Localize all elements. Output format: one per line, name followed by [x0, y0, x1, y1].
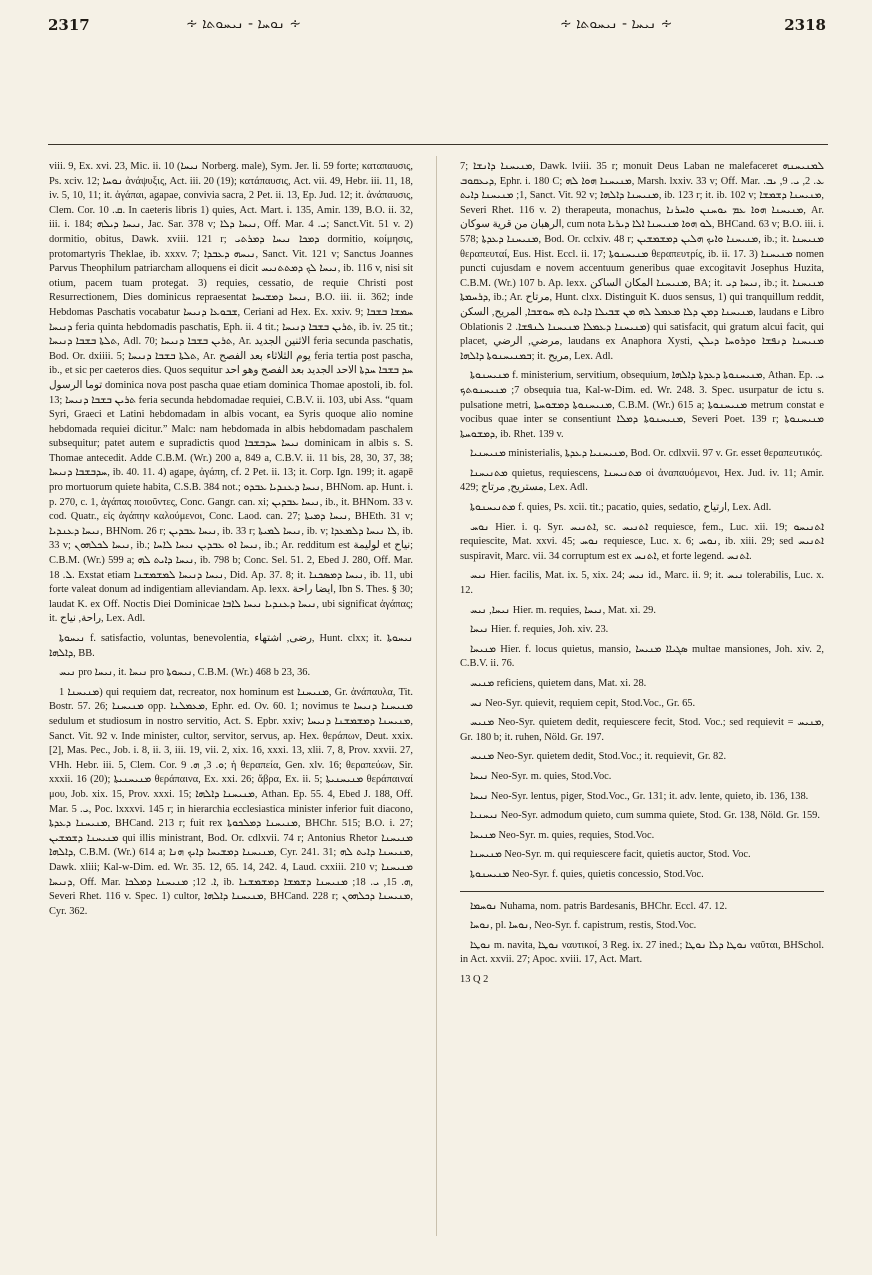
column-divider: [436, 156, 437, 1236]
dictionary-entry: ܢܝܚܐ Hier. f. requies, Joh. xiv. 23.: [470, 624, 609, 636]
dictionary-entry: 7; ܡܢܝܚܢܐ ܕܐܢܫܐ, Dawk. lviii. 35 r; monuit Deus Laban ne malefaceret ܠܡܢܝܚܢܗ ܕܝܥܩܘܒ, Ephr. i. 180 C; ܡܢܝܚܢܐ ܗܘܐ ܠܗ, Marsh. lxxiv. 33 v; Off. Mar. ܥ. 2, ܝ. 9, ܝܒ. 1; ܡܢܝܚܢܐ ܕܐܝܬ, Sanct. Vit. 92 v; ܡܢܝܚܢܐ ܕܐܠܗܐ, ib. 123 r; it. ib. 102 v; ܡܢܝܚܢܐ ܕܫܡܫܐ, Severi Rhet. 116 v. 2) therapeuta, monachus, ܡܢܝܚܢܐ ܗܘܐ ܥܡ ܝܘܚܢܢ ܘܐܚܪܢܐ, Ar. الرهبان من قرية سوكان, cum nota ܠܘ ܗܘܐ ܡܢܝܚܢܐ ܐܠܐ ܕܝܪܝܐ, BHCand. 63 v; B.O. iii. i. 578; ܡܢܝܚܢܐ ܕܥܕܬܐ, Bod. Or. cclxiv. 48 r; ܡܢܝܚܢܐ ܘܐܝܟ ܗܠܝܢ ܕܡܫܡܫܝܢ, ib.; it. ܡܢܝܚܢܐ θεραπευταί, Eus. Hist. Eccl. ii. 17; ܡܢܝܚܢܘܬܐ θεραπευτρίς, ib. ii. 17. 3) ܡܢܝܚܢܐ nomen puncti cujusdam e novem accentuum generibus quae excogitavit Josephus Huzita, C.B.M. (Wr.) 107 b. Ap. lexx. ܡܢܝܚܢܐ المكان الساكن, BA; it. ܢܝܚܐ ܕܝ, ib.; it. ܡܢܝܚܢܐ ܕܪܚܡܬܐ, ib.; Ar. مرتاح, Hunt. clxx. Distinguit K. duos sensus, 1) qui tranquillum reddit, ܡܢܝܚܢܐ ܕܡܢ ܕܠܐ ܡܥܡܠ ܠܗ ܡܢ ܫܒܝܠܐ ܕܐܝܬ ܠܗ ܚܘܫܒܐ, المريح, السكن, laudans e Libro Oblationis ܡܢܝܚܢܐ ܕܥܡܠܐ ܡܢܝܚܢܐ ܠܢܦܫܐ. 2) qui satisfacit, qui gratum alcui facit, qui placet, مرضي, الرضي, laudans ex Anaphora Xysti, ܡܢܝܚܢܐ ܕܢܦܫܐ ܘܕܪܘܚܐ ܕܝܠܢ ܒܡܢܝܚܢܘܬܐ ܕܐܠܗܐ; it. مريح, Lex. Adl.: [460, 161, 825, 362]
right-column: [460, 160, 824, 993]
dictionary-entry: ܡܢܝܚܐ Neo-Syr. m. quies, requies, Stod.Voc.: [470, 829, 655, 841]
dictionary-entry: ܢܝܚܢܝܐ Neo-Syr. admodum quieto, cum summa quiete, Stod. Gr. 138, Nöld. Gr. 159.: [470, 810, 820, 822]
dictionary-entry: ܢܚ Neo-Syr. quievit, requiem cepit, Stod.Voc., Gr. 65.: [470, 697, 696, 709]
dictionary-entry: ܡܢܝܚܢܐ 1) qui requiem dat, recreator, nox hominum est ܡܢܝܚܢܐ, Gr. ἀνάπαυλα, Tit. Bostr. 57. 26; ܡܢܝܚܢܐ opp. ܡܥܡܠܢܐ, Ephr. ed. Ov. 60. 1; novimus te ܡܢܝܚܢܐ ܕܢܝܚܐ sedulum et studiosum in nostro servitio, Act. S. Epbr. xxiv; ܡܢܝܚܢܐ ܕܡܫܡܫܢܐ ܕܢܝܚܐ, Sanct. Vit. 92 v. Inde minister, cultor, servitor, servus, ap. Hex. θεράπων, Deut. xxix. [2], Mas. Pec., Job. i. 8, ii. 3, iii. 19, vii. 2, xix. 16, xxxi. 13, xlii. 7, 8, Prov. xxvii. 27, VHh. Hebr. iii. 5, Clem. Cor. ܘ. 3, ܗ. 9; ἡ θεραπεία, Gen. xlv. 16; θεραπεύων, Sir. xxxii. 16 (20); ܡܢܝܚܢܝܬܐ θεράπαινα, Ex. xxi. 26; ἄβρα, Ex. ii. 5; ܡܢܝܚܢܝܬܐ θεράπαιναί μου, Job. xix. 15, Prov. xxxi. 15; ܡܢܝܚܢܐ ܕܐܠܗܐ, Athan. Ep. 55. 4, Ebed J. 188, Off. Mar. ܝ. 5, Poc. lxxxvi. 145 r; in hierarchia ecclesiastica minister inferior fuit diacono, ܡܢܝܚܢܐ ܕܥܕܬܐ, BHCand. 213 r; fuit rex ܡܢܝܚܢܐ ܕܡܠܟܘܬܐ, BHChr. 515; B.O. i. 27; ܡܢܝܚܢܐ ܕܫܡܫܝܢ qui illis ministrant, Bod. Or. cdlxvii. 74 r; Antonius Rhetor ܡܢܝܚܢܐ ܕܐܠܗܐ, C.B.M. (Wr.) 614 a; ܡܢܝܚܢܐ ܕܡܫܝܚܐ ܕܐܝܟ ܗܢܐ, Cyr. 241. 31; ܡܢܝܚܢܐ ܕܐܝܬ ܠܗ, Dawk. xliii; Kal-w-Dim. ed. Wr. 35. 12, 65. 14, 242. 4, Laud. cxxiii. 210 v; ܡܢܝܚܢܐ ܕܢܝܚܐ, Off. Mar. ܐ. 12; ܡܢܝܚܢܐ ܕܡܠܟܐ, ib. ܗ. 15, ܝ. 18; ܡܢܝܚܢܐ ܕܫܡܫܐ ܕܡܫܡܫܢܐ, Severi Rhet. 116 v. Spec. 1) cultor, ܡܢܝܚܢܐ ܕܐܠܗܐ, BHCand. 228 r; ܡܢܝܚܢܐ ܕܟܠܗܘܢ, Cyr. 362.: [49, 686, 414, 917]
dictionary-entry: ܡܢܝܚ reficiens, quietem dans, Mat. xi. 28.: [470, 678, 647, 689]
left-running-head: ∻ ܢܘܚܐ - ܢܝܚܘܬܐ ∻: [186, 16, 302, 32]
dictionary-entry: ܢܝܚ pro ܢܝܚܐ, it. ܢܝܚܐ pro ܢܝܚܘܬܐ, C.B.M. (Wr.) 468 b 23, 36.: [59, 667, 311, 679]
header-rule: [48, 144, 828, 145]
dictionary-entry: ܢܘܚܡܐ Nuhama, nom. patris Bardesanis, BHChr. Eccl. 47. 12.: [470, 900, 728, 912]
dictionary-entry: ܢܝܚܐ, ܢܝܚ Hier. m. requies, ܢܝܚܐ, Mat. xi. 29.: [470, 604, 656, 616]
dictionary-entry: ܢܘܛܐ m. navita, ܢܘܛܐ ναυτικοί, 3 Reg. ix. 27 ined.; ܢܘܛܐ ܕܠܐ ܢܘܛܐ ναῦται, BHSchol. in Act. xxvii. 27; Apoc. xviii. 17, Act. Mart.: [460, 939, 824, 966]
dictionary-entry: viii. 9, Ex. xvi. 23, Mic. ii. 10 (ܢܝܚܐ Norberg. male), Sym. Jer. li. 59 forte; καταπαυσις, Ps. xciv. 12; ܢܘܚܐ ἀνάψυξις, Act. iii. 20 (19); κατάπαυσις, Act. vii. 49, Hebr. iii. 11, 18, iv. 5, 10, 11; it. ἀγάπαι, agapae, convivia sacra, 2 Pet. ii. 13, Ep. Jud. 12; it. ἀνάπαυσις, Clem. Cor. ܩ. 10. In caeteris libris 1) quies, Act. Mart. i. 135, Amir. 139, B.O. ii. 32, iii. i. 184; ܢܝܚܐ ܕܝܠܗ, Jac. Sar. 378 v; ܢܝܚܐ ܕܠܐ, Off. Mar. ܝ. 4; Sanct.Vit. 51 v. 2) dormitio, obitus, Dawk. xviii. 121 r; ܕܡܟܐ ܢܝܚܐ ܕܡܪܬܝ dormitio, κοίμησις, protomartyris Theklae, ib. xxxv. 7; ܢܝܚܗ ܕܥܒܕܐ, Sanct. Vit. 121 v; Sanctus Joannes Parvus Theophilum patriarcham alloquens ei dicit ܢܝܚܐ ܠܟ ܕܡܬܬܢܝܚ, ib. 116 v, nisi sit otium, pacem tuam protegat. 3) requies, cessatio, de requie Christi post Resurrectionem, Dies dominicus repraesentat ܢܝܚܐ ܕܡܫܝܚܐ, B.O. iii. ii. 362; inde Hebdomas Paschatis vocabatur ܫܒܘܥܐ ܕܢܝܚܐ, Ceriani ad Hex. Ex. xxiv. 9; ܚܡܫܐ ܒܫܒܐ ܕܢܝܚܐ feria quinta hebdomadis paschatis, Eph. ii. 4 tit.; ܬܪܝܢ ܒܫܒܐ ܕܢܝܚܐ, ib. iv. 25 tit.; ܬܠܬܐ ܒܫܒܐ ܕܢܝܚܐ, Adl. 70; ܬܪܝܢ ܒܫܒܐ ܕܢܝܚܐ, Ar. الاثنين الجديد feria secunda paschatis, Bod. Or. dxiiii. 5; ܬܠܬܐ ܒܫܒܐ ܕܢܝܚܐ, Ar. يوم الثلاثاء بعد الفصح feria tertia post pascha, ib., et sic per caeteros dies. Quos sequitur ܚܕ ܒܫܒܐ ܚܕܬܐ الاحد الجديد بعد الفصح وهو احد توما الرسول dominica nova post pascha quae etiam dominica Thomae apostoli, ib. fol. 13; ܬܪܝܢ ܒܫܒܐ ܕܢܝܚܐ feria secunda hebdomadae requiei, C.B.V. ii. 103, ubi Ass. “quam Syri, Graeci et Latini hebdomadam in albis vocant, ea Syris quoque alio nomine hebdomada requiei dicitur.” Malc: nam hebdomada in albis hebdomadam paschalem subsequitur; patet autem e supradictis quod ܢܝܚܐ ܚܕܒܫܒܐ dominicam in albis s. S. Thomae antecedit. Adde C.B.M. (Wr.) 200 a, 849 a, C.B.V. ii. 11 bis, 28, 30, 37, 38; ܚܕܒܫܒܐ ܕܢܝܚܐ, ib. 40. 11. 4) agape, ἀγάπη, cf. 2 Pet. ii. 13; it. Corp. Ign. 199; it. agapē pro mortuorum quiete habita, C.S.B. 384 not.; ܢܝܚܐ ܕܥܢܕܝܐ ܥܒܕܘ, BHNom. ap. Hunt. i. p. 270, c. 1, ἀγάπας ποιοῦντες, Conc. Gangr. can. xi; ܢܝܚܐ ܥܒܕܝܢ, ib., it. BHNom. 33 v. cod. Quatr., εἰς ἀγάπην καλούμενοι, Conc. Laod. can. 27; ܢܝܚܐ ܕܡܝܬܐ, BHEth. 31 v; ܢܝܚܐ ܕܥܢܕܝܐ, BHNom. 26 r; ܢܝܚܐ ܥܒܕܝܢ, ib. 33 r; ܢܝܚܐ ܠܡܝܬܐ, ib. v; ܠܐ ܢܝܚܐ ܕܠܡܥܕܐ, ib. 33 v; ܢܝܚܐ ܠܟܠܗܘܢ, ib.; ܢܝܚܐ ܐܘ ܥܒܕܝܢ ܢܝܚܐ ܠܐܚܐ, ib.; Ar. redditum est لوليمة et نياح; C.B.M. (Wr.) 599 a; ܢܝܚܐ ܕܐܝܬ ܠܗ, ib. 798 b; Conc. Sel. 51. 2, Ebed J. 280, Off. Mar. ܠ. 18. Exstat etiam ܢܝܚܐ ܕܢܝܚܐ ܠܡܫܡܫܢܐ, Did. Ap. 37. 8; it. ܢܝܚܐ ܕܡܣܟܢܐ, ib. 11, ubi forte valeat donum ad indigentiam alleviandam. Ap. lexx. ايضا راحة, Ibn S. Thes. § 30; laudat K. ex Off. Noctis Diei Dominicae ܢܝܚܐ ܕܥܢܕܝܐ ܢܝܚܐ ܠܐܒܐ, ubi significat ἀγάπας; it. راحة, نياح, Lex. Adl.: [49, 161, 414, 625]
dictionary-entry: ܡܢܝܚ Neo-Syr. quietem dedit, requiescere fecit, Stod. Voc.; sed requievit = ܡܢܝܚ, Gr. 180 b; it. ruhen, Nöld. Gr. 197.: [460, 717, 824, 743]
dictionary-entry: ܡܢܝܚܢܐ Neo-Syr. m. qui requiescere facit, quietis auctor, Stod. Voc.: [470, 849, 751, 861]
dictionary-entry: ܢܝܚܘܬܐ f. satisfactio, voluntas, benevolentia, رضى, اشتهاء, Hunt. clxx; it. ܢܝܚܘܬܐ ܕܐܠܗܐ, BB.: [49, 633, 413, 659]
dictionary-entry: ܢܘܚ Hier. i. q. Syr. ܐܬܢܝܚ, sc. ܐܬܢܝܚ requiesce, fem., Luc. xii. 19; ܐܬܢܝܚܘ requiescite, Mat. xxvi. 45; ܢܘܚ requiesce, Luc. x. 6; ܢܘܚ, ib. xiii. 29; sed ܐܬܢܝܚ suspiravit, Marc. vii. 34 corruptum est ex ܐܬܢܚ, et forte legend. ܐܬܢܚ.: [460, 521, 825, 562]
dictionary-entry: ܡܬܢܝܚܢܘܬܐ f. quies, Ps. xcii. tit.; pacatio, quies, sedatio, ارتياح, Lex. Adl.: [470, 502, 772, 514]
dictionary-entry: ܡܢܝܚ Neo-Syr. quietem dedit, Stod.Voc.; it. requievit, Gr. 82.: [470, 751, 727, 763]
dictionary-entry: ܢܝܚܐ Neo-Syr. m. quies, Stod.Voc.: [470, 770, 612, 782]
dictionary-entry: ܡܢܝܚܢܘܬܐ f. ministerium, servitium, obsequium, ܡܢܝܚܢܘܬܐ ܕܥܕܬܐ ܕܐܠܗܐ, Athan. Ep. ܝ. 7; ܡܢܝܚܢܘܬܟ obsequia tua, Kal-w-Dim. ed. Wr. 248. 3. Spec. usurpatur de ictu s. pulsatione metri, ܡܢܝܚܢܘܬܐ ܕܡܫܘܚܬܐ, C.B.M. (Wr.) 615 a; ܡܢܝܚܢܘܬܐ metrum constat e vocibus quae inter se consentiunt ܡܢܝܚܢܘܬܐ ܕܡܠܐ, Severi Poet. 139 r; ܡܢܝܚܢܘܬܐ ܕܡܫܘܚܬܐ, ib. Rhet. 139 v.: [460, 370, 825, 440]
left-page-number: 2317: [48, 16, 90, 34]
dictionary-entry: ܢܝܚ Hier. facilis, Mat. ix. 5, xix. 24; ܢܝܚ id., Marc. ii. 9; it. ܢܝܚ tolerabilis, Luc. x. 12.: [460, 570, 824, 597]
section-rule: [460, 891, 824, 892]
right-page-number: 2318: [784, 16, 826, 34]
dictionary-entry: ܢܝܚܐ Neo-Syr. lentus, piger, Stod.Voc., Gr. 131; it. adv. lente, quieto, ib. 136, 138.: [470, 790, 809, 802]
dictionary-entry: ܡܬܢܝܚܢܐ quietus, requiescens, ܡܬܢܝܚܢܐ οἱ ἀναπαυόμενοι, Hex. Jud. iv. 11; Amir. 429; مستريح, مرتاح, Lex. Adl.: [460, 467, 824, 494]
dictionary-entry: ܡܢܝܚܢܘܬܐ Neo-Syr. f. quies, quietis concessio, Stod.Voc.: [470, 868, 704, 880]
dictionary-entry: ܡܢܝܚܐ Hier. f. locus quietus, mansio, ܣܓܝܐܐ ܡܢܝܚܐ multae mansiones, Joh. xiv. 2, C.B.V. ii. 76.: [460, 643, 824, 670]
left-column: [49, 160, 413, 924]
right-running-head: ∻ ܢܝܚܐ - ܢܝܚܘܬܐ ∻: [560, 16, 673, 32]
page-header: [0, 0, 872, 60]
dictionary-entry: ܢܘܚܐ, pl. ܢܘܚܐ, Neo-Syr. f. capistrum, restis, Stod.Voc.: [470, 920, 697, 932]
signature-mark: 13 Q 2: [460, 973, 489, 985]
dictionary-entry: ܡܢܝܚܢܝܐ ministerialis, ܡܢܝܚܢܝܐ ܕܥܕܬܐ, Bod. Or. cdlxvii. 97 v. Gr. esset θεραπευτικός.: [470, 448, 823, 460]
